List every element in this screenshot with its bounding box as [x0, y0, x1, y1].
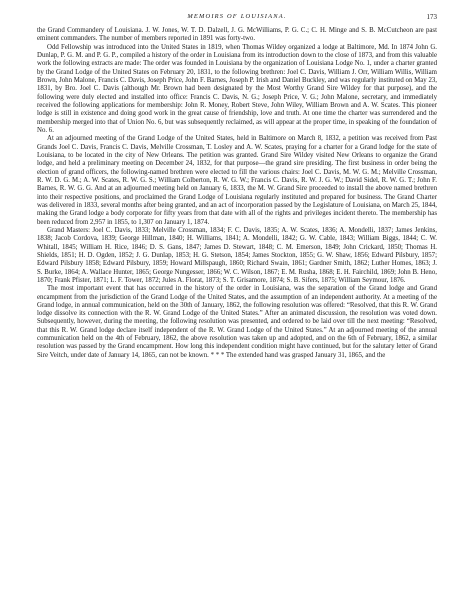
paragraph-commandery: the Grand Commandery of Louisiana. J. W. Jones, W. T. D. Dalzell, J. G. McWilliams, P. G. C.; C. H. Minge and S. B. McCutcheon are past eminent commanders. The number of members reported in 1891 was forty-two.: [37, 27, 437, 43]
paragraph-odd-fellowship-history: Odd Fellowship was introduced into the United States in 1819, when Thomas Wildey organized a lodge at Baltimore, Md. In 1874 John G. Dunlap, P. G. M. and P. G. P., compiled a history of the order in Louisiana from its introduction down to the close of 1873, and from this valuable work the following extracts are made: The order was founded in Louisiana by the organization of Louisiana Lodge No. 1, under a charter granted by the Grand Lodge of the United States on February 20, 1831, to the following brethren: Joel C. Davis, William J. Orr, William Willis, William Brown, John Malone, Francis C. Davis, Joseph Price, John F. Barnes, Joseph P. Irish and Daniel Buckley, and was regularly instituted on May 23, 1831, by Bro. Joel C. Davis (although Mr. Brown had been designated by the Most Worthy Grand Sire Wildey for that purpose), and the following were duly elected and installed into office: Francis C. Davis, N. G.; Joseph Price, V. G.; John Malone, secretary, and immediately received the following applications for membership: John R. Money, Robert Steve, John Wiley, William Brown and A. W. Scates. This pioneer lodge is still in existence and doing good work in the great cause of friendship, love and truth. At one time the charter was surrendered and the membership merged into that of Union No. 6, but was subsequently reclaimed, as will appear at the proper time, in speaking of the foundation of No. 6.: [37, 43, 437, 134]
page-number: 173: [426, 13, 437, 21]
paragraph-separation: The most important event that has occurred in the history of the order in Louisiana, was the separation of the Grand lodge and Grand encampment from the jurisdiction of the Grand Lodge of the United States, and the assumption of an independent authority. At a meeting of the Grand lodge, in annual communication, held on the 30th of January, 1862, the following resolution was offered: “Resolved, that this R. W. Grand lodge dissolve its connection with the R. W. Grand Lodge of the United States.” After an animated discussion, the resolution was voted down. Subsequently, however, during the meeting, the following resolution was presented, and ordered to be laid over till the next meeting: “Resolved, that this R. W. Grand lodge declare itself independent of the R. W. Grand Lodge of the United States.” At an adjourned meeting of the annual communication held on the 4th of February, 1862, the above resolution was taken up and adopted, and on the 6th of February, 1862, a similar resolution was passed by the Grand encampment. How long this independent condition might have continued, but for the salutary letter of Grand Sire Veitch, under date of January 14, 1865, can not be known. * * * The extended hand was grasped January 31, 1865, and the: [37, 285, 437, 359]
paragraph-grand-masters: Grand Masters: Joel C. Davis, 1833; Melville Crossman, 1834; F. C. Davis, 1835; A. W. Scates, 1836; A. Mondelli, 1837; James Jenkins, 1838; Jacob Cordova, 1839; George Hillman, 1840; H. Williams, 1841; A. Mondelli, 1842; G. W. Cable, 1843; William Biggs, 1844; C. W. Whitall, 1845; William H. Rice, 1846; D. S. Gans, 1847; James D. Stewart, 1848; C. M. Emerson, 1849; John Crickard, 1850; Thomas H. Shields, 1851; H. D. Ogden, 1852; J. G. Dunlap, 1853; H. G. Stetson, 1854; James Stockton, 1855; G. W. Shaw, 1856; Edward Pilsbury, 1857; Edward Pilsbury 1858; Edward Pilsbury, 1859; Howard Millspaugh, 1860; Richard Swain, 1861; Gardner Smith, 1862; Luther Homes, 1863; J. S. Burke, 1864; A. Wallace Hunter, 1865; George Nungesser, 1866; W. C. Wilson, 1867; E. M. Rusha, 1868; E. H. Fairchild, 1869; John B. Heno, 1870; Frank Pfister, 1871; L. F. Tower, 1872; Jules A. Florat, 1873; S. T. Grisamore, 1874; S. B. Sifers, 1875; William Seymour, 1876.: [37, 226, 437, 284]
body-text: [37, 27, 437, 360]
running-title: MEMOIRS OF LOUISIANA.: [187, 13, 287, 20]
paragraph-grand-lodge-founding: At an adjourned meeting of the Grand Lodge of the United States, held in Baltimore on March 8, 1832, a petition was received from Past Grands Joel C. Davis, Francis C. Davis, Melville Crossman, T. Losley and A. W. Scates, praying for a charter for a Grand lodge for the state of Louisiana, to be located in the city of New Orleans. The petition was granted. Grand Sire Wildey visited New Orleans to organize the Grand lodge, and held a preliminary meeting on December 24, 1832, for that purpose—the grand sire presiding. The first business in order being the election of grand officers, the following-named brethren were elected to fill the various chairs: Joel C. Davis, M. W. G. M.; Melville Crossman, R. W. D. G. M.; A. W. Scates, R. W. G. S.; William Colberton, R. W. G. W.; Francis C. Davis, R. W. J. G. W.; David Sidel, R. W. G. T.; John F. Barnes, R. W. G. G. And at an adjourned meeting held on January 6, 1833, the M. W. Grand Sire proceeded to install the above named brethren into their respective positions, and proclaimed the Grand Lodge of Louisiana regularly instituted and prepared for business. The Grand Charter was delivered in 1833, several months after being granted, and an act of incorporation passed by the Legislature of Louisiana, on March 25, 1844, making the Grand lodge a body corporate for fifty years from that date with all of the rights and privileges incident thereto. The membership has been reduced from 2,957 in 1855, to 1,307 on January 1, 1874.: [37, 135, 437, 226]
running-header: [37, 13, 437, 23]
